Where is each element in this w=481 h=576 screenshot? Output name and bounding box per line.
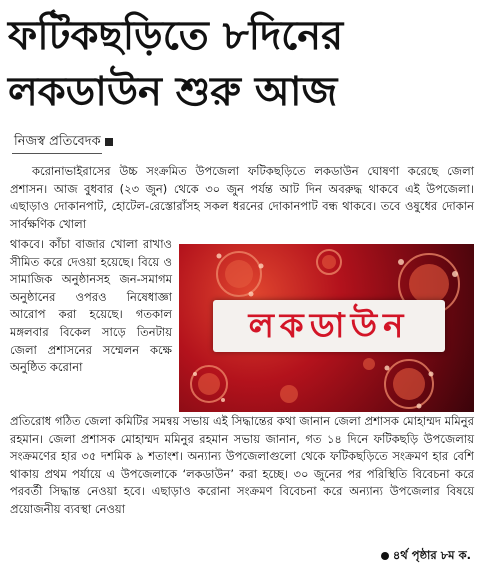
headline-line-2: লকডাউন শুরু আজ <box>8 69 338 115</box>
article-paragraph-3: প্রতিরোধ গঠিত জেলা কমিটির সমন্বয় সভায় এই সিদ্ধান্তের কথা জানান জেলা প্রশাসক মোহাম্মদ মমিনুর রহমান। জেলা প্রশাসক মোহাম্মদ মমিনুর রহমান সভায় জানান, গত ১৪ দিনে ফটিকছড়ি উপজেলায় সংক্রমণের হার ৩৫ দশমিক ৯ শতাংশ। অন্যান্য উপজেলাগুলো থেকে ফটিকছড়িতে সংক্রমণ হার বেশি থাকায় প্রথম পর্যায়ে এ উপজেলাকে ‘লকডাউন’ করা হচ্ছে। ৩০ জুনের পর পরিস্থিতি বিবেচনা করে পরবর্তী সিদ্ধান্ত নেওয়া হবে। এছাড়াও করোনা সংক্রমণ বিবেচনা করে অন্যান্য উপজেলার বিষয়ে প্রয়োজনীয় ব্যবস্থা নেওয়া <box>10 414 474 516</box>
article-paragraph-1: করোনাভাইরাসের উচ্চ সংক্রমিত উপজেলা ফটিকছড়িতে লকডাউন ঘোষণা করেছে জেলা প্রশাসন। আজ বুধবার (২৩ জুন) থেকে ৩০ জুন পর্যন্ত আট দিন অবরুদ্ধ থাকবে এই উপজেলা। এছাড়াও দোকানপাট, হোটেল-রেস্তোরাঁসহ সকল ধরনের দোকানপাট বন্ধ থাকবে। তবে ওষুধের দোকান সার্বক্ষণিক খোলা <box>10 164 474 231</box>
bullet-icon <box>381 552 389 560</box>
continuation-note <box>381 547 471 566</box>
headline <box>8 8 474 120</box>
byline-text: নিজস্ব প্রতিবেদক <box>14 134 101 149</box>
lockdown-photo <box>179 244 474 412</box>
byline-square-icon <box>105 138 113 146</box>
byline-rule <box>12 153 102 154</box>
photo-overlay-text: লকডাউন <box>213 300 445 352</box>
continuation-text: ৪র্থ পৃষ্ঠার ৮ম ক. <box>392 548 471 562</box>
byline <box>14 134 113 150</box>
article-paragraph-2: থাকবে। কাঁচা বাজার খোলা রাখাও সীমিত করে দেওয়া হয়েছে। বিয়ে ও সামাজিক অনুষ্ঠানসহ জন-সমাগম অনুষ্ঠানের ওপরও নিষেধাজ্ঞা আরোপ করা হয়েছে। গতকাল মঙ্গলবার বিকেল সাড়ে তিনটায় জেলা প্রশাসনের সম্মেলন কক্ষে অনুষ্ঠিত করোনা <box>10 237 172 375</box>
headline-line-1: ফটিকছড়িতে ৮দিনের <box>8 13 344 59</box>
